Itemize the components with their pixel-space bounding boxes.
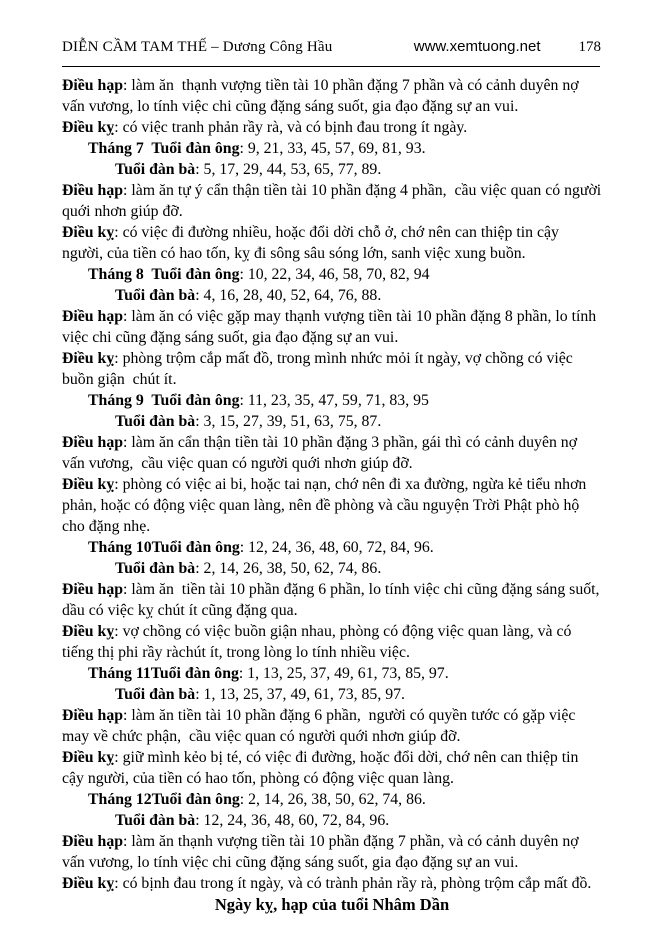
paragraph-month <box>62 663 602 684</box>
paragraph-lead: Điều kỵ <box>62 224 115 241</box>
body-text <box>62 75 606 916</box>
paragraph-month <box>62 537 602 558</box>
paragraph-lead: Điều kỵ <box>62 623 115 640</box>
paragraph-text: : có việc đi đường nhiều, hoặc đổi dời chỗ ở, chớ nên can thiệp tin cậy người, của tiền có hao tốn, kỵ đi sông sâu sóng lớn, sanh việc xung buồn. <box>62 224 563 262</box>
paragraph-woman <box>62 684 602 705</box>
paragraph-lead: Điều kỵ <box>62 749 115 766</box>
paragraph-ky <box>62 873 602 894</box>
paragraph-lead: Điều hạp <box>62 833 124 850</box>
paragraph-lead: Điều hạp <box>62 434 124 451</box>
paragraph-lead: Điều hạp <box>62 77 124 94</box>
paragraph-text: : 4, 16, 28, 40, 52, 64, 76, 88. <box>195 287 382 304</box>
paragraph-lead: Điều kỵ <box>62 476 115 493</box>
paragraph-ky <box>62 117 602 138</box>
paragraph-text: : 3, 15, 27, 39, 51, 63, 75, 87. <box>195 413 382 430</box>
paragraph-lead: Điều kỵ <box>62 350 115 367</box>
paragraph-lead: Tuổi đàn bà <box>115 287 196 304</box>
paragraph-lead: Điều hạp <box>62 182 124 199</box>
paragraph-hap <box>62 705 602 747</box>
paragraph-lead: Tháng 7 Tuổi đàn ông <box>88 140 240 157</box>
paragraph-month <box>62 264 602 285</box>
paragraph-text: : 12, 24, 36, 48, 60, 72, 84, 96. <box>239 539 434 556</box>
paragraph-text: : 11, 23, 35, 47, 59, 71, 83, 95 <box>239 392 429 409</box>
header-right-group <box>414 38 601 56</box>
paragraph-woman <box>62 810 602 831</box>
paragraph-ky <box>62 348 602 390</box>
paragraph-lead: Điều hạp <box>62 581 124 598</box>
paragraph-ky <box>62 222 602 264</box>
paragraph-lead: Điều kỵ <box>62 119 115 136</box>
paragraph-lead: Tháng 8 Tuổi đàn ông <box>88 266 240 283</box>
paragraph-lead: Tuổi đàn bà <box>115 812 196 829</box>
paragraph-text: : giữ mình kẻo bị té, có việc đi đường, hoặc đổi dời, chớ nên can thiệp tin cậy người, của tiền có hao tốn, phòng có động việc quan làng. <box>62 749 583 787</box>
paragraph-hap <box>62 306 602 348</box>
paragraph-text: : phòng trộm cắp mất đồ, trong mình nhức mỏi ít ngày, vợ chồng có việc buồn giận chút ít. <box>62 350 577 388</box>
paragraph-lead: Điều kỵ <box>62 875 115 892</box>
page-header <box>62 38 601 56</box>
paragraph-hap <box>62 831 602 873</box>
paragraph-lead: Tuổi đàn bà <box>115 413 196 430</box>
book-title: DIỄN CẦM TAM THẾ – Dương Công Hầu <box>62 39 333 55</box>
paragraph-text: : 5, 17, 29, 44, 53, 65, 77, 89. <box>195 161 382 178</box>
paragraph-lead: Tuổi đàn bà <box>115 560 196 577</box>
paragraph-text: : vợ chồng có việc buồn giận nhau, phòng có động việc quan làng, và có tiếng thị phi rầy ràchút ít, trong lòng lo tính nhiều việc. <box>62 623 576 661</box>
paragraph-text: : làm ăn tự ý cẩn thận tiền tài 10 phần đặng 4 phần, cầu việc quan có người quới nhơn giúp đỡ. <box>62 182 606 220</box>
paragraph-woman <box>62 558 602 579</box>
paragraph-text: : 10, 22, 34, 46, 58, 70, 82, 94 <box>239 266 430 283</box>
paragraph-text: : làm ăn cẩn thận tiền tài 10 phần đặng 3 phần, gái thì có cảnh duyên nợ vấn vương, cầu việc quan có người quới nhơn giúp đỡ. <box>62 434 582 472</box>
paragraph-woman <box>62 159 602 180</box>
paragraph-text: : 9, 21, 33, 45, 57, 69, 81, 93. <box>239 140 426 157</box>
paragraph-lead: Điều hạp <box>62 308 124 325</box>
header-divider <box>62 66 600 67</box>
paragraph-text: : 1, 13, 25, 37, 49, 61, 73, 85, 97. <box>238 665 449 682</box>
paragraph-text: : làm ăn tiền tài 10 phần đặng 6 phần, lo tính việc chi cũng đặng sáng suốt, dầu có việc kỵ chút ít cũng đặng qua. <box>62 581 604 619</box>
paragraph-text: : làm ăn có việc gặp may thạnh vượng tiền tài 10 phần đặng 8 phần, lo tính việc chi cũng đặng sáng suốt, gia đạo đặng sự an vui. <box>62 308 601 346</box>
paragraph-ky <box>62 621 602 663</box>
paragraph-lead: Tháng 10Tuổi đàn ông <box>88 539 240 556</box>
paragraph-month <box>62 390 602 411</box>
paragraph-month <box>62 789 602 810</box>
paragraph-hap <box>62 75 602 117</box>
paragraph-text: : có việc tranh phản rầy rà, và có bịnh đau trong ít ngày. <box>114 119 468 136</box>
paragraph-lead: Tháng 11Tuổi đàn ông <box>88 665 239 682</box>
paragraph-hap <box>62 180 606 222</box>
paragraph-hap <box>62 579 602 621</box>
paragraph-text: : có bịnh đau trong ít ngày, và có trành phản rầy rà, phòng trộm cắp mất đồ. <box>114 875 592 892</box>
paragraph-woman <box>62 411 602 432</box>
paragraph-hap <box>62 432 602 474</box>
paragraph-text: : 2, 14, 26, 38, 50, 62, 74, 86. <box>239 791 426 808</box>
paragraph-lead: Tháng 12Tuổi đàn ông <box>88 791 240 808</box>
paragraph-text: : 12, 24, 36, 48, 60, 72, 84, 96. <box>195 812 390 829</box>
paragraph-text: : làm ăn tiền tài 10 phần đặng 6 phần, người có quyền tước có gặp việc may về chức phận, cầu việc quan có người quới nhơn giúp đỡ. <box>62 707 580 745</box>
website-url: www.xemtuong.net <box>413 38 541 55</box>
section-heading: Ngày kỵ, hạp của tuổi Nhâm Dần <box>214 895 450 914</box>
paragraph-text: : làm ăn thạnh vượng tiền tài 10 phần đặng 7 phần, và có cảnh duyên nợ vấn vương, lo tính việc chi cũng đặng sáng suốt, gia đạo đặng sự an vui. <box>62 833 583 871</box>
paragraph-woman <box>62 285 602 306</box>
page-number: 178 <box>578 39 601 55</box>
paragraph-lead: Tuổi đàn bà <box>115 686 196 703</box>
paragraph-text: : phòng có việc ai bi, hoặc tai nạn, chớ nên đi xa đường, ngừa kẻ tiểu nhơn phản, hoặc có động việc quan làng, nên đề phòng và cầu nguyện Trời Phật phò hộ cho đặng nhẹ. <box>62 476 591 535</box>
paragraph-lead: Điều hạp <box>62 707 124 724</box>
paragraph-text: : làm ăn thạnh vượng tiền tài 10 phần đặng 7 phần và có cảnh duyên nợ vấn vương, lo tính việc chi cũng đặng sáng suốt, gia đạo đặng sự an vui. <box>62 77 583 115</box>
paragraph-text: : 2, 14, 26, 38, 50, 62, 74, 86. <box>195 560 382 577</box>
paragraph-lead: Tuổi đàn bà <box>115 161 196 178</box>
paragraph-month <box>62 138 602 159</box>
paragraph-lead: Tháng 9 Tuổi đàn ông <box>88 392 240 409</box>
paragraph-ky <box>62 474 602 537</box>
paragraph-ky <box>62 747 602 789</box>
paragraph-text: : 1, 13, 25, 37, 49, 61, 73, 85, 97. <box>195 686 405 703</box>
